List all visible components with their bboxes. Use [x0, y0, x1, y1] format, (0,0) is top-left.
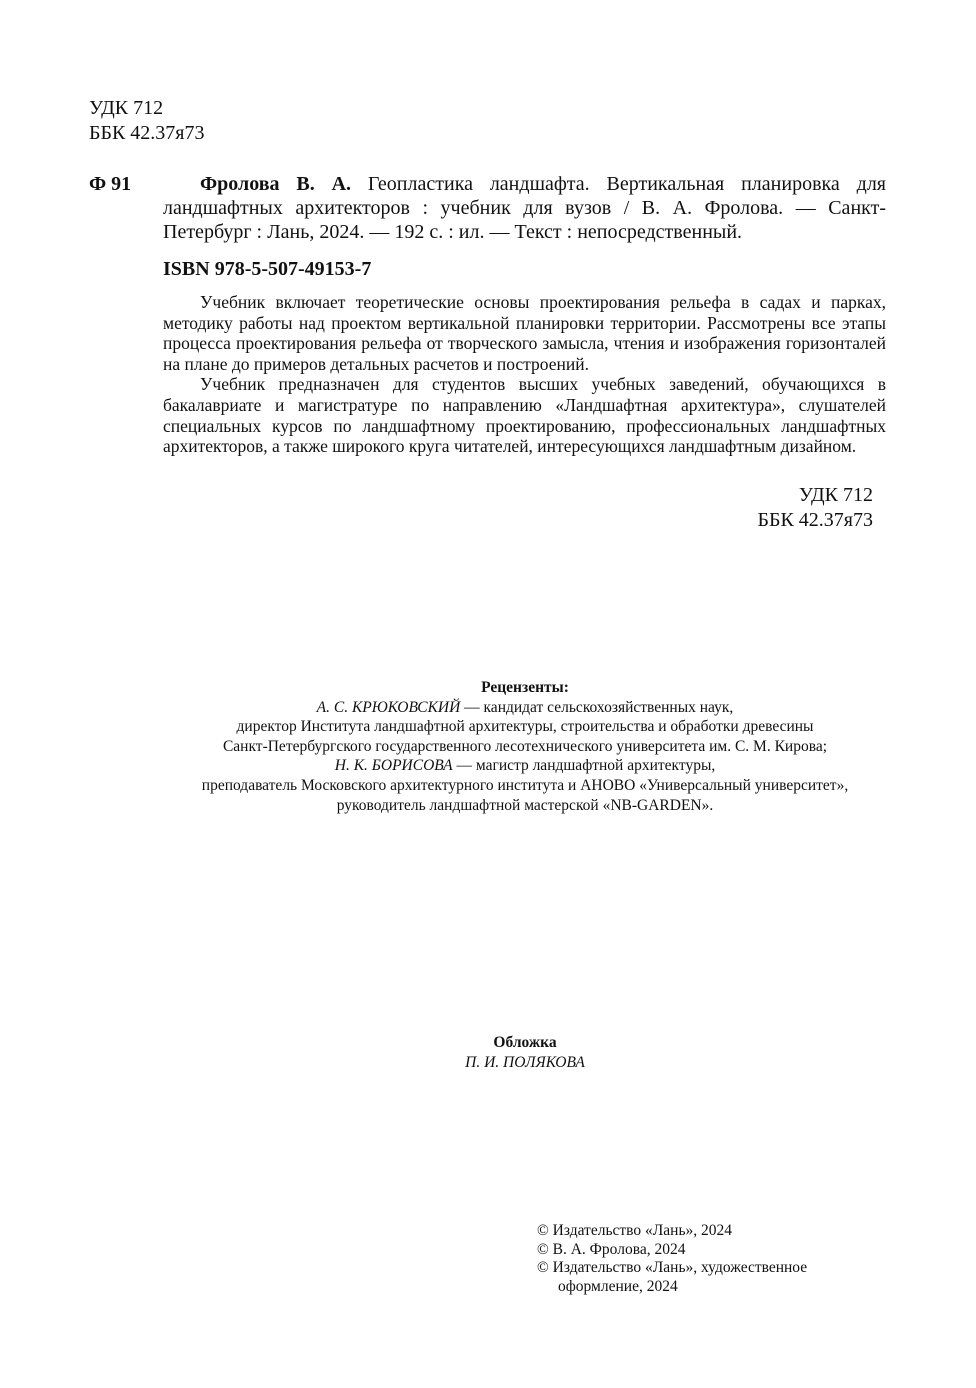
udk-code: УДК 712 — [798, 484, 873, 506]
reviewer-name: Н. К. БОРИСОВА — [334, 757, 453, 775]
author-mark: Ф 91 — [89, 173, 132, 195]
cover-designer: П. И. ПОЛЯКОВА — [465, 1054, 585, 1071]
abstract-paragraph: Учебник предназначен для студентов высших учебных заведений, обучающихся в бакалавриате и магистратуре по направлению «Ландшафтная архитектура», слушателей специальных курсов по ландшафтному проектированию, профессиональных ландшафтных архитекторов, а также широкого круга читателей, интересующихся ландшафтным дизайном. — [163, 374, 886, 457]
abstract — [163, 292, 886, 457]
reviewer-line: Санкт-Петербургского государственного лесотехнического университета им. С. М. Кирова; — [222, 737, 828, 755]
reviewer-line: руководитель ландшафтной мастерской «NB-GARDEN». — [336, 796, 714, 814]
reviewer-line: преподаватель Московского архитектурного института и АНОВО «Универсальный университет», — [201, 776, 849, 794]
copyright-line: © В. А. Фролова, 2024 — [537, 1240, 686, 1258]
reviewer-name: А. С. КРЮКОВСКИЙ — [316, 698, 461, 716]
reviewer-line: А. С. КРЮКОВСКИЙ — кандидат сельскохозяйственных наук, — [316, 698, 734, 716]
reviewers-heading: Рецензенты: — [481, 679, 569, 696]
copyright-line: © Издательство «Лань», художественное — [537, 1259, 808, 1276]
bibliographic-text: Геопластика ландшафта. Вертикальная планировка для ландшафтных архитекторов : учебник для вузов / В. А. Фролова. — Санкт-Петербург : Лань, 2024. — 192 с. : ил. — Текст : непосредственный. — [163, 173, 886, 243]
reviewer-line: директор Института ландшафтной архитектуры, строительства и обработки древесины — [236, 718, 814, 736]
cover-heading: Обложка — [493, 1034, 557, 1051]
author-name: Фролова В. А. — [200, 173, 352, 195]
copyright-line: оформление, 2024 — [558, 1277, 678, 1295]
reviewers-block — [100, 678, 950, 815]
reviewer-line: Н. К. БОРИСОВА — магистр ландшафтной архитектуры, — [334, 757, 716, 775]
udk-block-top — [89, 96, 205, 146]
abstract-paragraph: Учебник включает теоретические основы проектирования рельефа в садах и парках, методику работы над проектом вертикальной планировки территории. Рассмотрены все этапы процесса проектирования рельефа от творческого замысла, чтения и изображения горизонталей на плане до примеров детальных расчетов и построений. — [163, 292, 886, 374]
copyright-block — [537, 1222, 807, 1296]
udk-code: УДК 712 — [89, 97, 164, 119]
isbn: ISBN 978-5-507-49153-7 — [163, 258, 372, 280]
bbk-code: ББК 42.37я73 — [89, 122, 205, 144]
copyright-line: © Издательство «Лань», 2024 — [537, 1222, 733, 1239]
udk-block-right — [700, 483, 873, 533]
bbk-code: ББК 42.37я73 — [757, 509, 873, 531]
bibliographic-record — [163, 172, 886, 244]
cover-credit — [300, 1033, 750, 1073]
